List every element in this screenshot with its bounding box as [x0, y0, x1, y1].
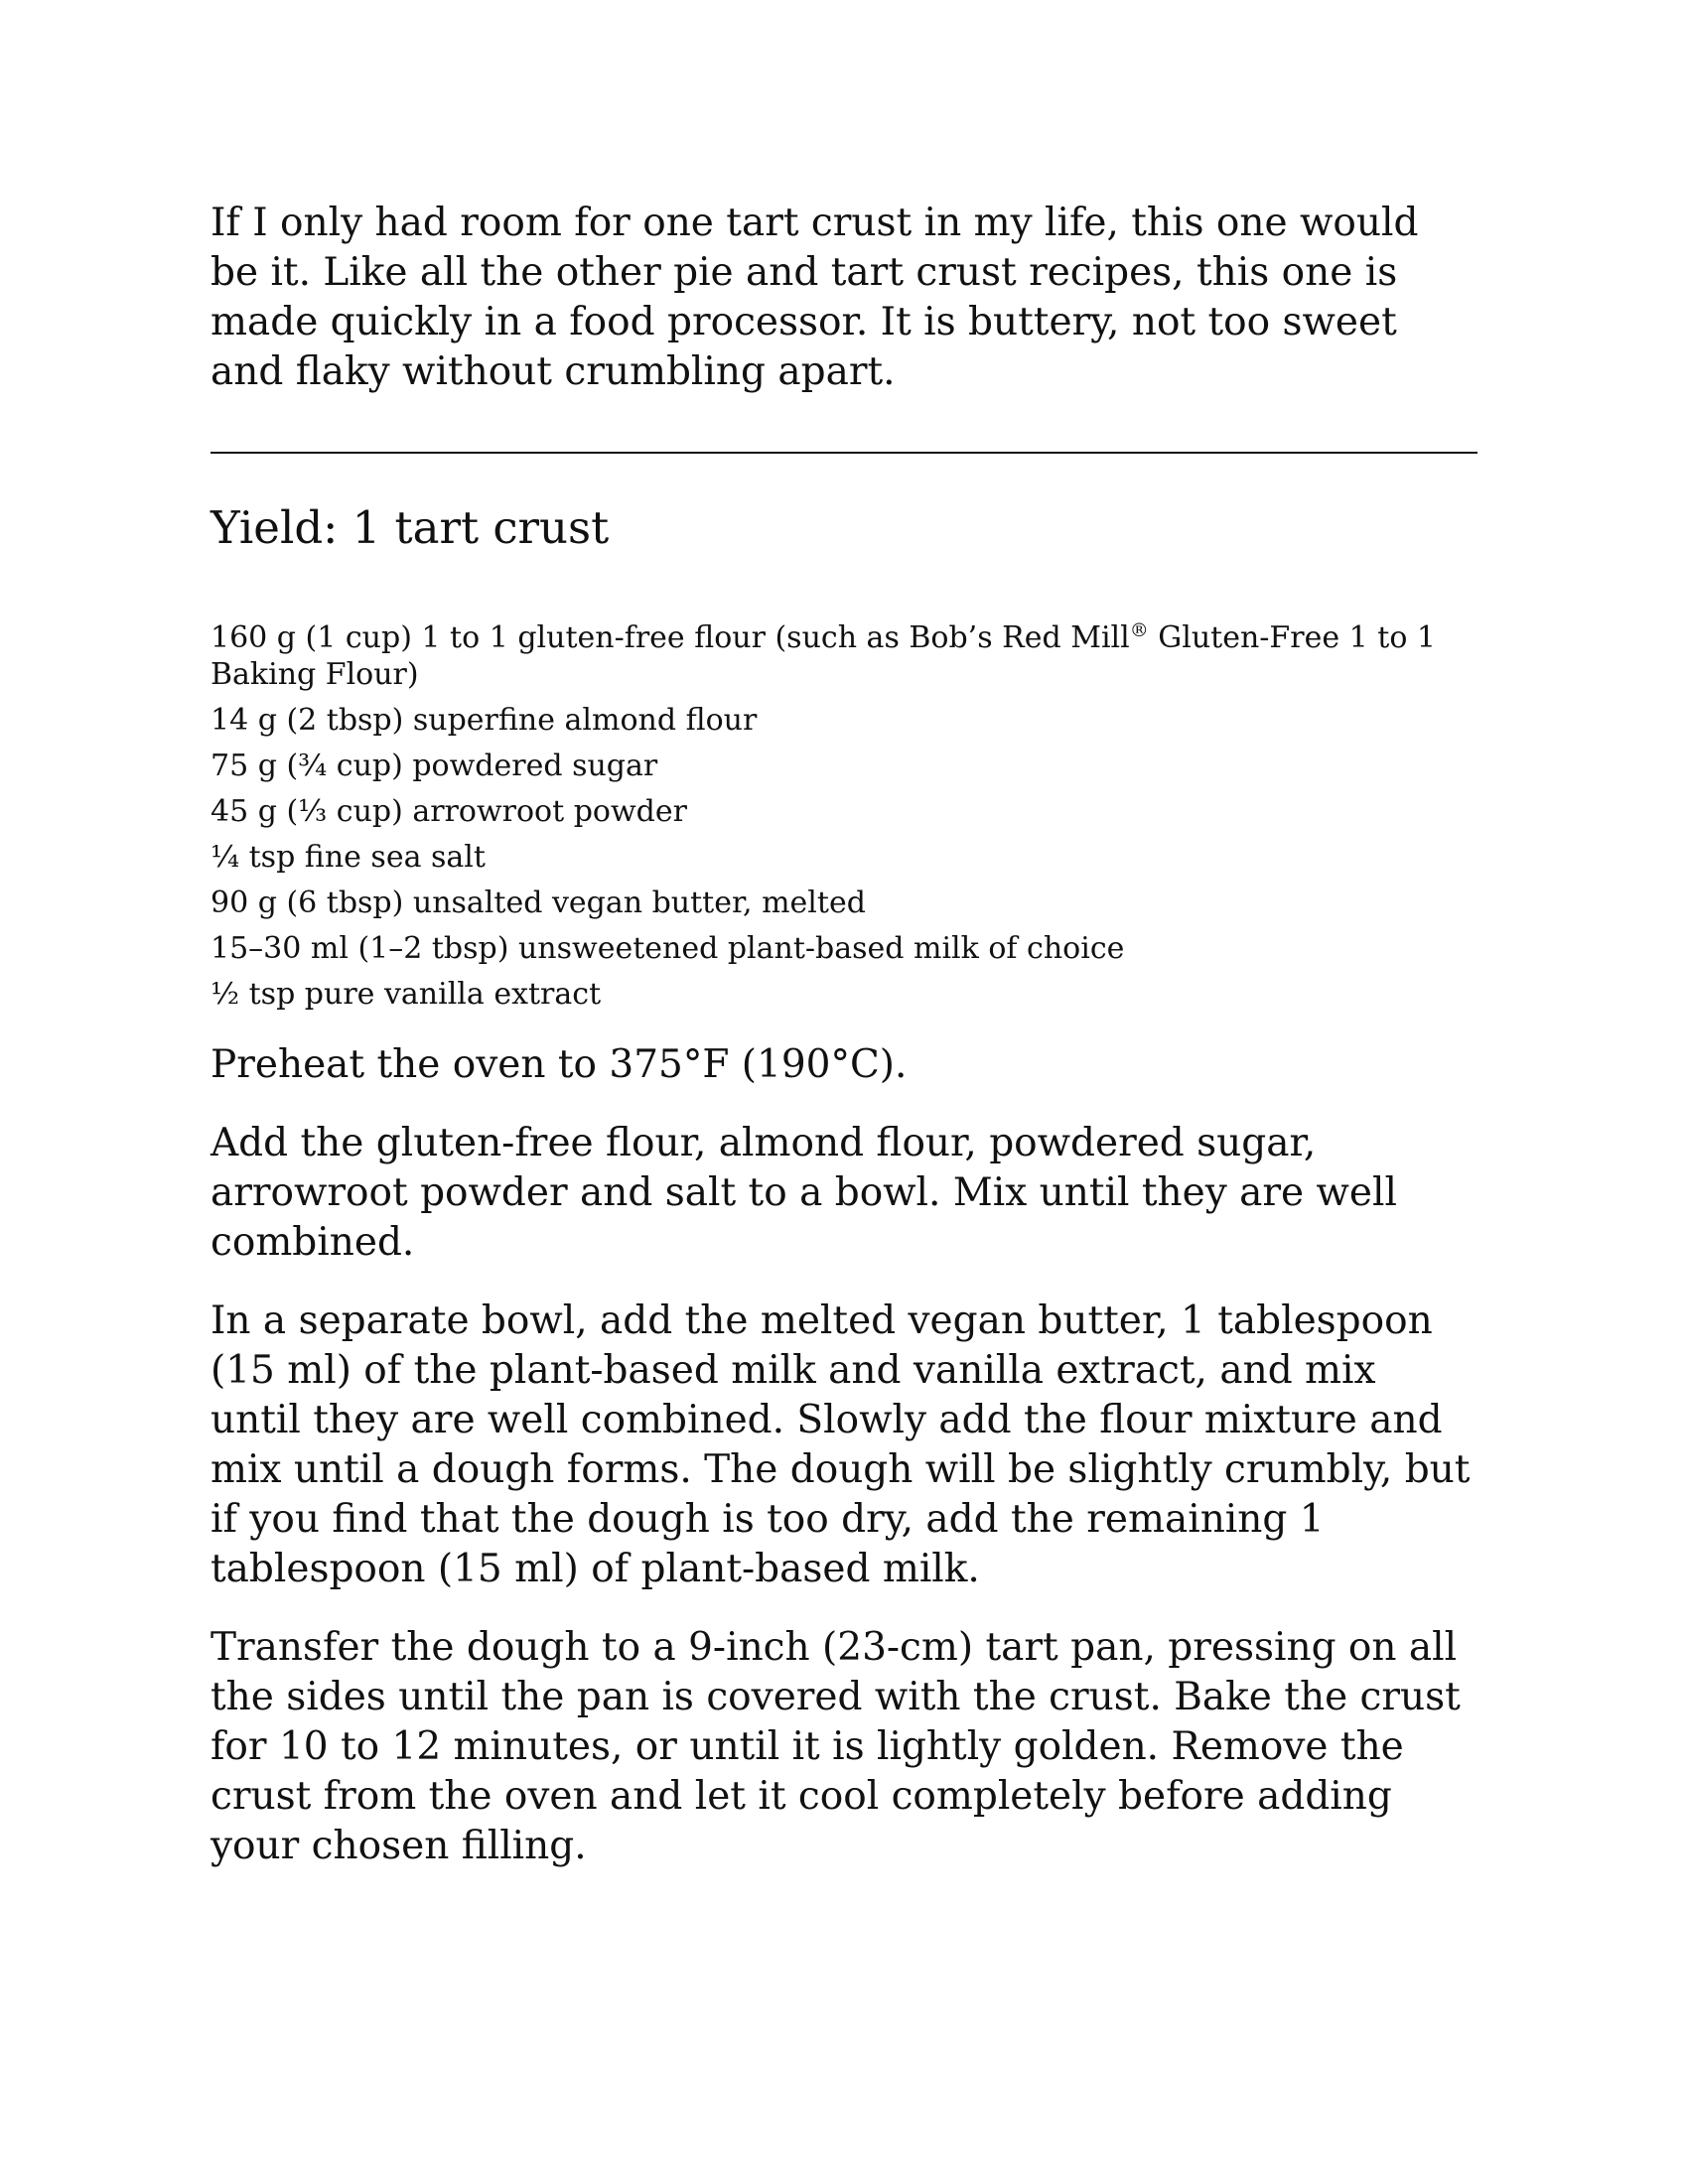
instruction-step-1: Preheat the oven to 375°F (190°C). — [211, 1042, 908, 1087]
ingredient-item: ½ tsp pure vanilla extract — [211, 977, 602, 1012]
ingredient-item: 45 g (⅓ cup) arrowroot powder — [211, 794, 687, 829]
section-divider — [211, 452, 1477, 454]
yield-heading: Yield: 1 tart crust — [211, 501, 610, 554]
ingredient-item: 14 g (2 tbsp) superfine almond flour — [211, 703, 758, 738]
instruction-step-3: In a separate bowl, add the melted vegan butter, 1 tablespoon (15 ml) of the plant-based milk and vanilla extract, and mix until they are well combined. Slowly add the flour mixture and mix until a dough forms. The dough will be slightly crumbly, but if you find that the dough is too dry, add the remaining 1 tablespoon (15 ml) of plant-based milk. — [211, 1298, 1471, 1591]
ingredient-item: 15–30 ml (1–2 tbsp) unsweetened plant-based milk of choice — [211, 931, 1125, 966]
ingredient-text: Gluten-Free 1 to 1 Baking Flour) — [211, 620, 1436, 692]
ingredient-item: 90 g (6 tbsp) unsalted vegan butter, melted — [211, 886, 866, 920]
ingredient-item: 75 g (¾ cup) powdered sugar — [211, 749, 658, 783]
ingredient-item — [211, 619, 1477, 693]
instruction-step-2: Add the gluten-free flour, almond flour, powdered sugar, arrowroot powder and salt to a bowl. Mix until they are well combined. — [211, 1121, 1397, 1265]
registered-mark: ® — [1129, 619, 1149, 641]
ingredient-text: 160 g (1 cup) 1 to 1 gluten-free flour (such as Bob’s Red Mill — [211, 620, 1130, 655]
recipe-page — [211, 199, 1477, 1871]
ingredient-item: ¼ tsp fine sea salt — [211, 840, 486, 875]
ingredient-list — [211, 619, 1477, 1013]
instruction-step-4: Transfer the dough to a 9-inch (23-cm) tart pan, pressing on all the sides until the pan is covered with the crust. Bake the crust for 10 to 12 minutes, or until it is lightly golden. Remove the crust from the oven and let it cool completely before adding your chosen filling. — [211, 1625, 1461, 1868]
intro-paragraph: If I only had room for one tart crust in my life, this one would be it. Like all the other pie and tart crust recipes, this one is made quickly in a food processor. It is buttery, not too sweet and flaky without crumbling apart. — [211, 201, 1419, 394]
